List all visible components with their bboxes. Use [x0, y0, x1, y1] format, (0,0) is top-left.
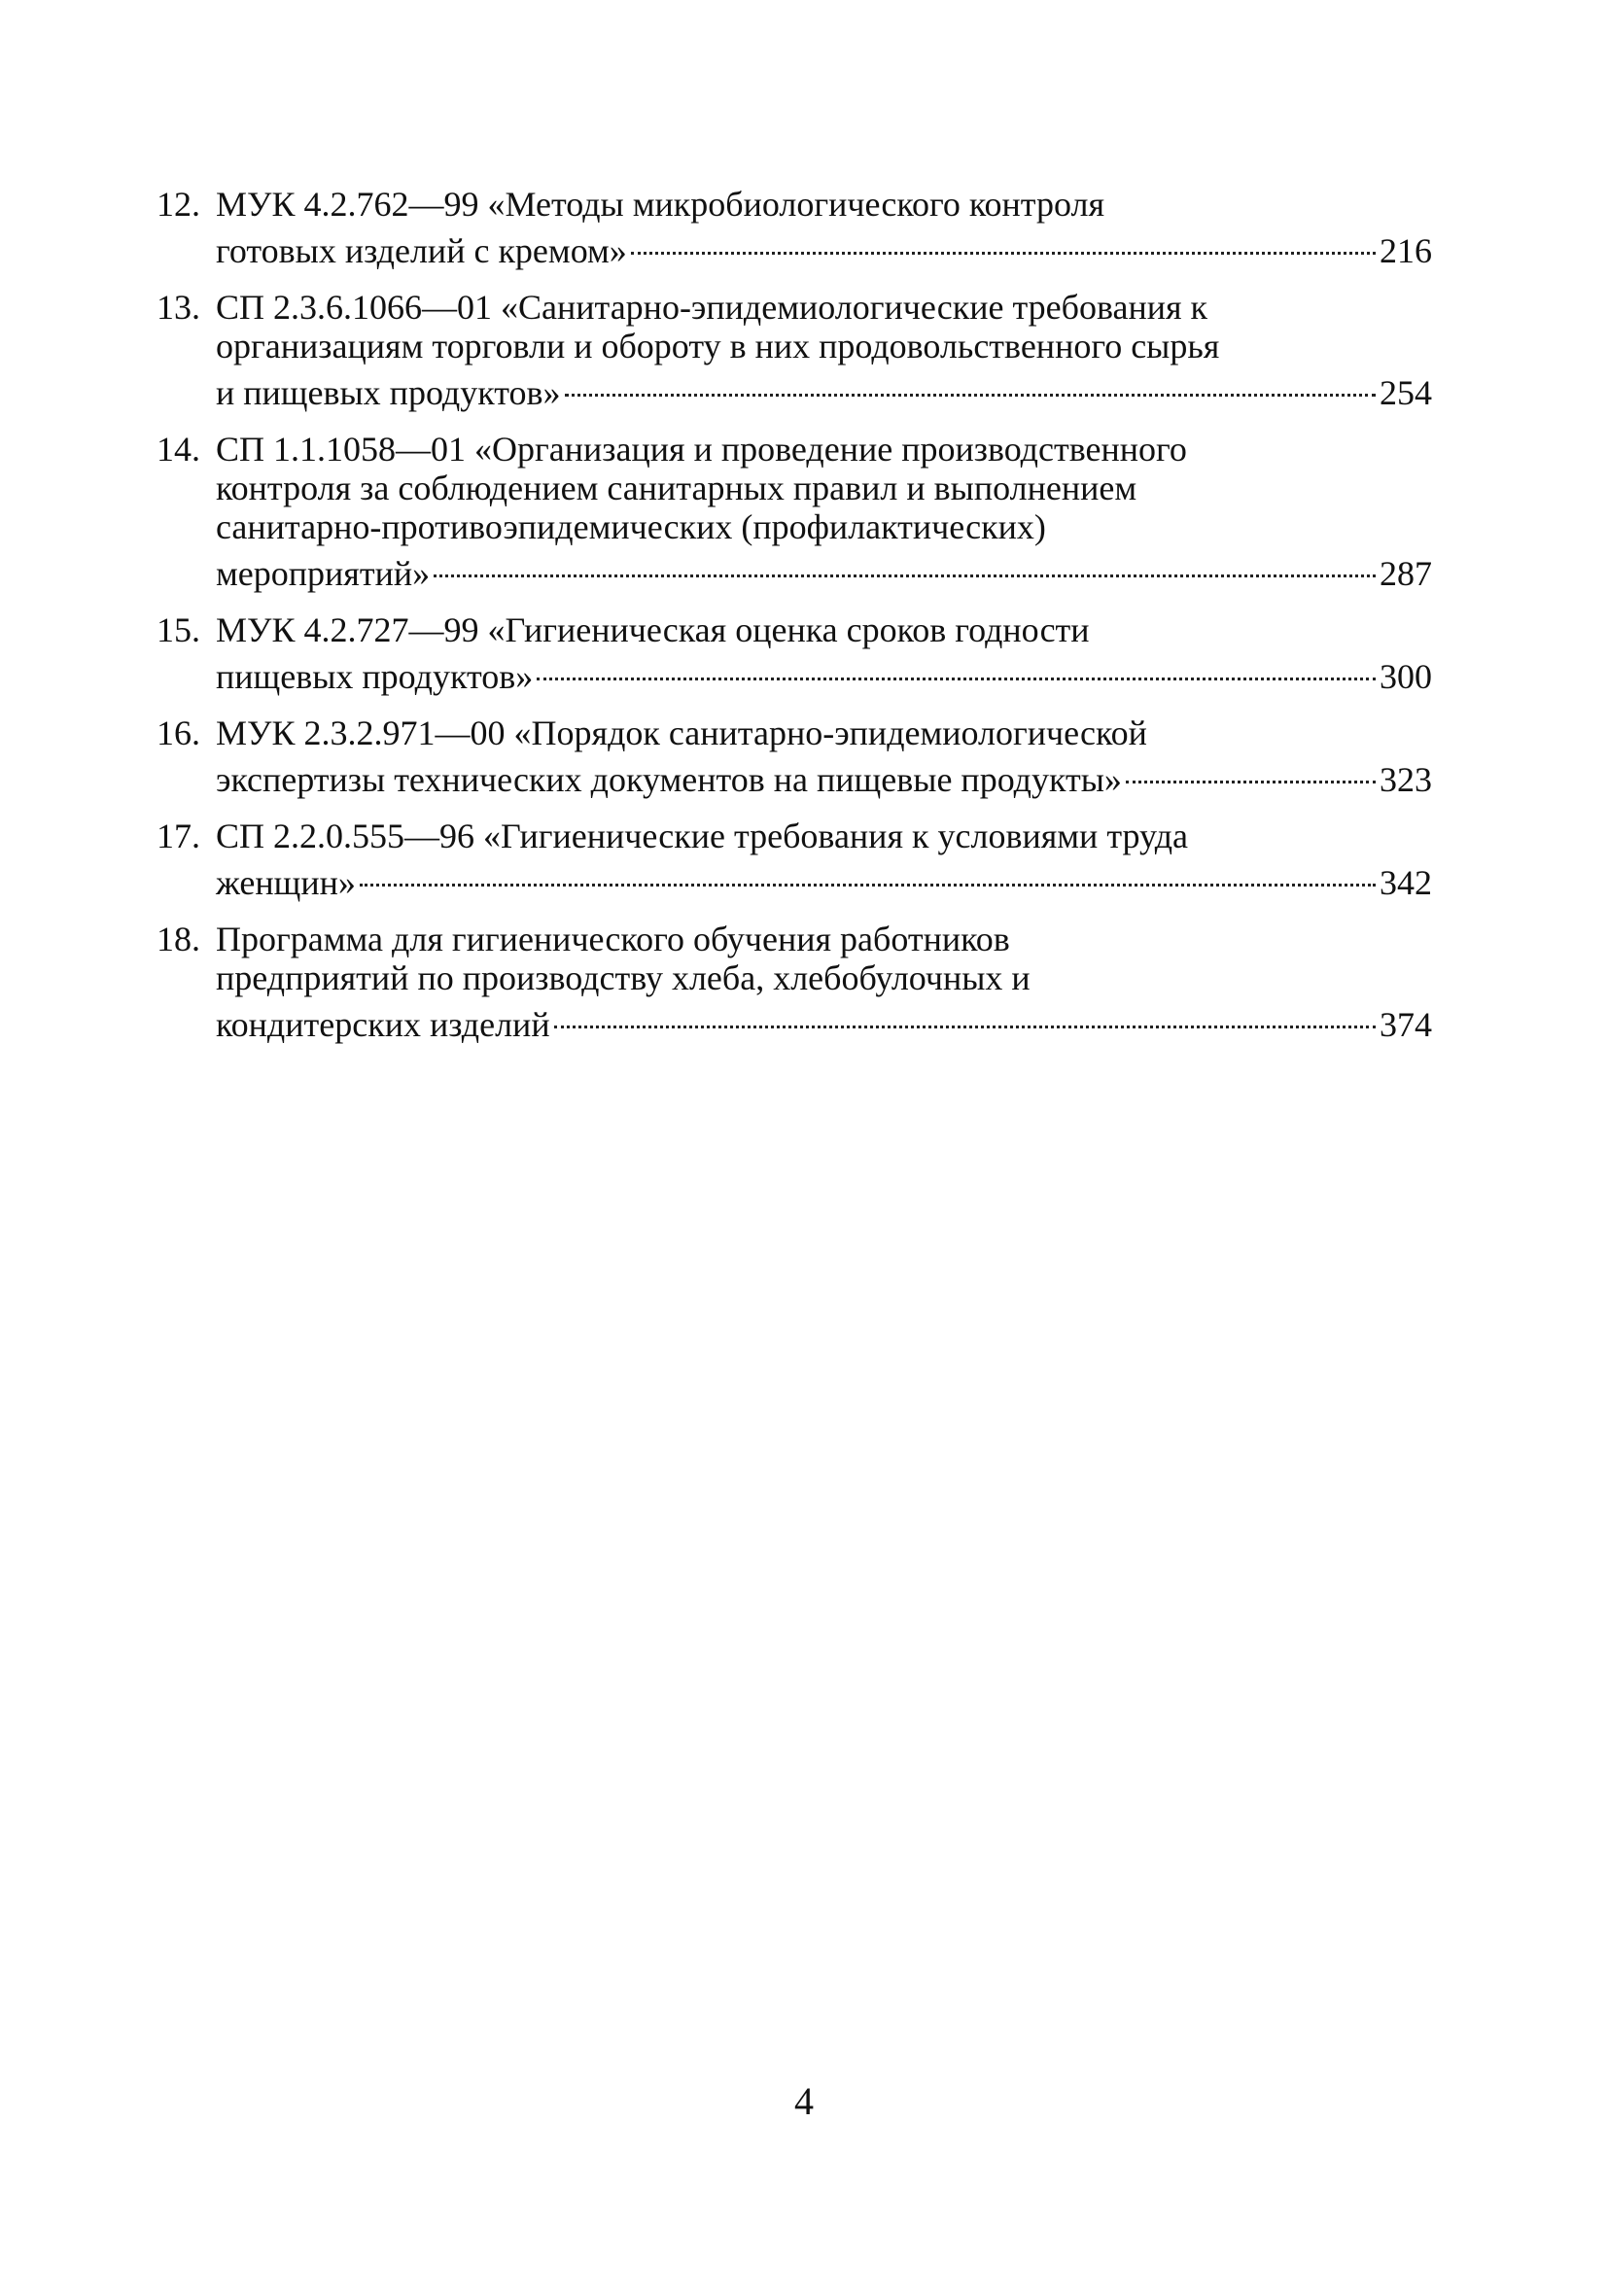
dot-leader [554, 997, 1376, 1036]
toc-entry-title-line: СП 1.1.1058—01 «Организация и проведение производственного [216, 430, 1187, 469]
toc-entry-title-line: организациям торговли и обороту в них продовольственного сырья [216, 327, 1220, 365]
dot-leader [1126, 752, 1376, 791]
dot-leader [631, 224, 1376, 262]
toc-entry-page: 342 [1380, 863, 1432, 902]
toc-entry-number: 13. [157, 288, 200, 327]
toc-entry-body [216, 920, 1432, 1044]
toc-entry-title-line: МУК 4.2.762—99 «Методы микробиологического контроля [216, 185, 1105, 224]
page-number: 4 [794, 2079, 814, 2123]
toc-entry-page: 254 [1380, 373, 1432, 412]
toc-entry-title-line: МУК 4.2.727—99 «Гигиеническая оценка сроков годности [216, 610, 1090, 649]
dot-leader [565, 365, 1377, 404]
toc-entry-body [216, 430, 1432, 593]
toc-entry-title-line: МУК 2.3.2.971—00 «Порядок санитарно-эпидемиологической [216, 713, 1147, 752]
toc-entry-title-line: и пищевых продуктов» [216, 373, 561, 412]
toc-entry-body [216, 817, 1432, 902]
toc-entry-16[interactable] [157, 713, 1432, 799]
toc-entry-13[interactable] [157, 288, 1432, 412]
toc-entry-number: 17. [157, 817, 200, 855]
toc-entry-title-line: Программа для гигиенического обучения работников [216, 920, 1010, 958]
toc-entry-page: 300 [1380, 657, 1432, 696]
toc-entry-number: 15. [157, 610, 200, 649]
toc-entry-last-line [216, 997, 1432, 1044]
toc-entry-title-line: женщин» [216, 863, 356, 902]
toc-entry-body [216, 288, 1432, 412]
toc-entry-body [216, 610, 1432, 696]
toc-entry-title-line: санитарно-противоэпидемических (профилактических) [216, 507, 1046, 546]
toc-entry-title-line: готовых изделий с кремом» [216, 231, 627, 270]
toc-entry-title-line: пищевых продуктов» [216, 657, 534, 696]
toc-entry-last-line [216, 224, 1432, 270]
toc-entry-title-line: мероприятий» [216, 554, 431, 593]
toc-entry-number: 16. [157, 713, 200, 752]
toc-entry-14[interactable] [157, 430, 1432, 593]
toc-entry-title-line: контроля за соблюдением санитарных правил и выполнением [216, 469, 1137, 507]
dot-leader [537, 649, 1376, 688]
toc-entry-number: 12. [157, 185, 200, 224]
toc-entry-number: 14. [157, 430, 200, 469]
toc-entry-title-line: экспертизы технических документов на пищевые продукты» [216, 760, 1122, 799]
toc-entry-last-line [216, 365, 1432, 412]
toc-entry-title-line: СП 2.3.6.1066—01 «Санитарно-эпидемиологические требования к [216, 288, 1208, 327]
toc-entry-last-line [216, 649, 1432, 696]
dot-leader [434, 546, 1376, 585]
toc-entry-last-line [216, 752, 1432, 799]
toc-entry-title-line: кондитерских изделий [216, 1005, 550, 1044]
dot-leader [360, 855, 1376, 894]
toc-entry-title-line: предприятий по производству хлеба, хлебобулочных и [216, 958, 1031, 997]
toc-entry-number: 18. [157, 920, 200, 958]
toc-entry-page: 374 [1380, 1005, 1432, 1044]
toc-entry-last-line [216, 546, 1432, 593]
table-of-contents [157, 185, 1432, 1061]
toc-entry-15[interactable] [157, 610, 1432, 696]
toc-entry-12[interactable] [157, 185, 1432, 270]
toc-entry-17[interactable] [157, 817, 1432, 902]
toc-entry-page: 323 [1380, 760, 1432, 799]
toc-entry-page: 287 [1380, 554, 1432, 593]
toc-entry-body [216, 713, 1432, 799]
toc-entry-last-line [216, 855, 1432, 902]
toc-entry-page: 216 [1380, 231, 1432, 270]
toc-entry-18[interactable] [157, 920, 1432, 1044]
toc-entry-title-line: СП 2.2.0.555—96 «Гигиенические требования к условиями труда [216, 817, 1189, 855]
toc-entry-body [216, 185, 1432, 270]
